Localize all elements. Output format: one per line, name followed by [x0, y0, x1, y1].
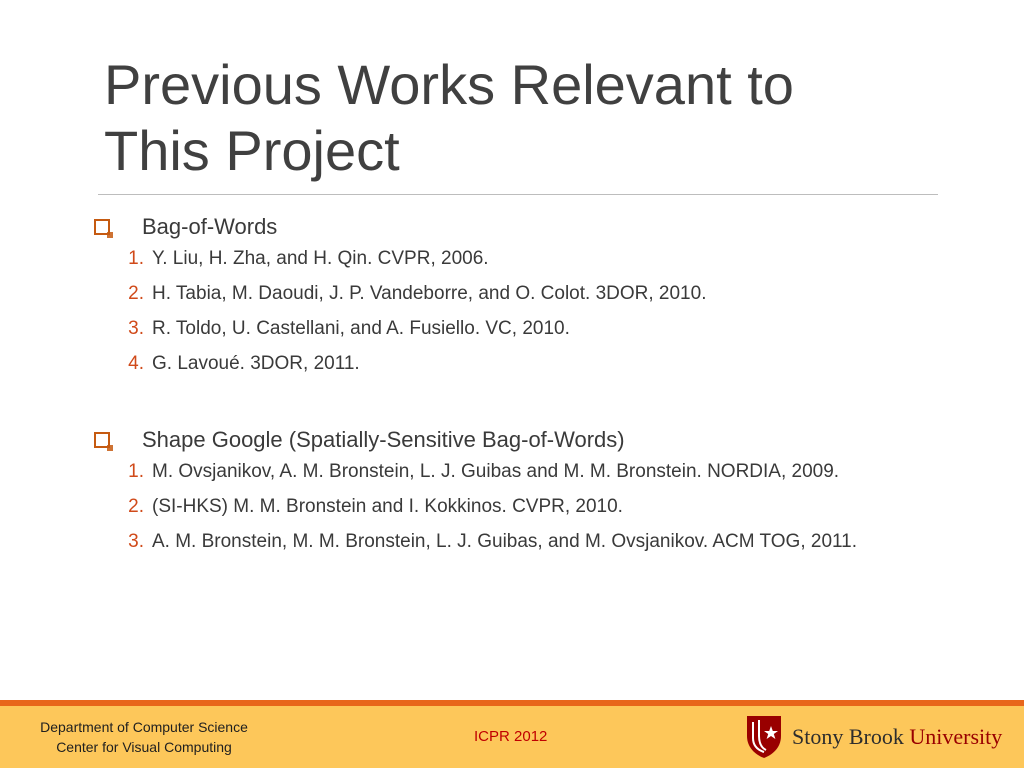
reference-text: (SI-HKS) M. M. Bronstein and I. Kokkinos. CVPR, 2010. [152, 496, 623, 517]
section-bag-of-words [92, 212, 932, 377]
slide-title [104, 52, 924, 184]
slide-content [92, 212, 932, 564]
reference-item [92, 316, 932, 342]
section-heading: Shape Google (Spatially-Sensitive Bag-of-Words) [142, 427, 625, 452]
wordmark-stony-brook: Stony Brook [792, 724, 904, 749]
reference-text: R. Toldo, U. Castellani, and A. Fusiello. VC, 2010. [152, 318, 570, 339]
department-line: Department of Computer Science [40, 719, 248, 735]
wordmark-university: University [909, 724, 1003, 749]
section-heading: Bag-of-Words [142, 214, 278, 239]
reference-item [92, 351, 932, 377]
slide-title-line-1: Previous Works Relevant to [104, 53, 794, 116]
university-wordmark [792, 724, 1002, 750]
reference-number: 2. [128, 496, 144, 517]
section-heading-row [92, 425, 932, 455]
reference-item [92, 529, 932, 555]
section-heading-row [92, 212, 932, 242]
reference-number: 3. [128, 531, 144, 552]
reference-item [92, 246, 932, 272]
checkbox-bullet-icon [94, 219, 110, 235]
reference-number: 2. [128, 283, 144, 304]
department-label [14, 717, 274, 757]
reference-number: 1. [128, 461, 144, 482]
reference-text: M. Ovsjanikov, A. M. Bronstein, L. J. Guibas and M. M. Bronstein. NORDIA, 2009. [152, 461, 840, 482]
reference-list [92, 459, 932, 555]
reference-list [92, 246, 932, 377]
reference-text: A. M. Bronstein, M. M. Bronstein, L. J. Guibas, and M. Ovsjanikov. ACM TOG, 2011. [152, 531, 858, 552]
reference-text: G. Lavoué. 3DOR, 2011. [152, 353, 360, 374]
title-divider [98, 194, 938, 195]
section-shape-google [92, 425, 932, 555]
footer-bar [0, 706, 1024, 768]
reference-item [92, 494, 932, 520]
checkbox-bullet-icon [94, 432, 110, 448]
reference-number: 1. [128, 248, 144, 269]
conference-label: ICPR 2012 [474, 728, 548, 745]
university-logo [744, 714, 1002, 760]
reference-text: H. Tabia, M. Daoudi, J. P. Vandeborre, and O. Colot. 3DOR, 2010. [152, 283, 707, 304]
shield-star-icon [744, 714, 784, 760]
reference-item [92, 281, 932, 307]
reference-number: 4. [128, 353, 144, 374]
reference-text: Y. Liu, H. Zha, and H. Qin. CVPR, 2006. [152, 248, 489, 269]
reference-item [92, 459, 932, 485]
slide-title-line-2: This Project [104, 119, 400, 182]
reference-number: 3. [128, 318, 144, 339]
center-line: Center for Visual Computing [56, 739, 232, 755]
